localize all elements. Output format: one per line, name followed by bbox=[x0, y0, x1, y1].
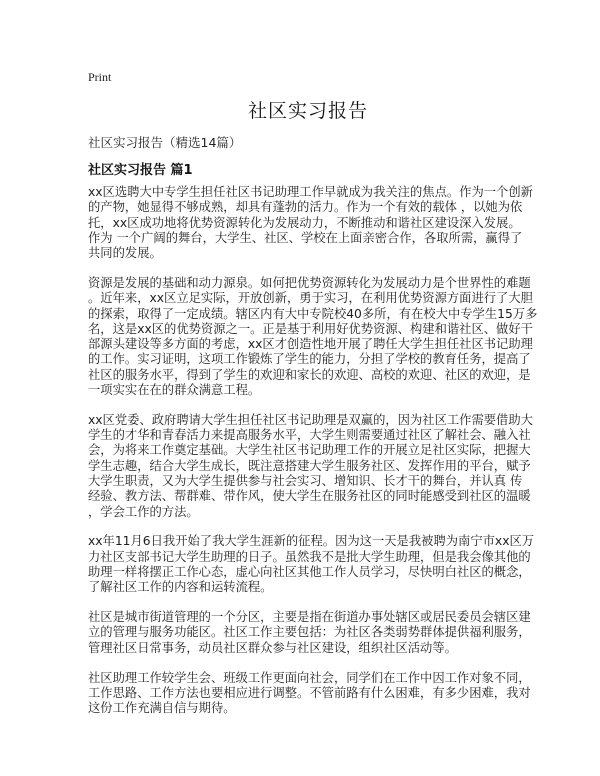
text-line: 部源头建设等多方面的考虑，xx区才创造性地开展了聘任大学生担任社区书记助理 bbox=[88, 337, 533, 352]
document-title: 社区实习报告 bbox=[247, 100, 368, 122]
text-line: 共同的发展。 bbox=[88, 246, 162, 261]
paragraph bbox=[88, 185, 548, 261]
text-line: 工作思路、工作方法也要相应进行调整。不管前路有什么困难，有多少困难，我对 bbox=[88, 685, 531, 700]
print-label: Print bbox=[88, 70, 112, 84]
text-line: xx区党委、政府聘请大学生担任社区书记助理是双赢的，因为社区工作需要借助大 bbox=[88, 412, 533, 427]
text-line: 的探索，取得了一定成绩。辖区内有大中专院校40多所，有在校大中专学生15万多 bbox=[88, 306, 538, 321]
text-line: 一项实实在在的群众满意工程。 bbox=[88, 383, 261, 398]
paragraph bbox=[88, 276, 548, 398]
paragraph bbox=[88, 671, 548, 717]
text-line: 管理社区日常事务，动员社区群众参与社区建设，组织社区活动等。 bbox=[88, 640, 457, 655]
text-line: 大学生职责，又为大学生提供参与社会实习、增知识、长才干的舞台，并认真 传 bbox=[88, 474, 523, 489]
text-line: 会，为将来工作奠定基础。大学生社区书记助理工作的开展立足社区实际，把握大 bbox=[88, 443, 531, 458]
text-line: ，学会工作的方法。 bbox=[88, 504, 199, 519]
text-line: 学生志趣，结合大学生成长，既注意搭建大学生服务社区、发挥作用的平台，赋予 bbox=[88, 458, 531, 473]
text-line: 社区是城市街道管理的一个分区，主要是指在街道办事处辖区或居民委员会辖区建 bbox=[88, 610, 531, 625]
text-line: 作为 一个广阔的舞台，大学生、社区、学校在上面亲密合作，各取所需，赢得了 bbox=[88, 230, 523, 245]
text-line: 学生的才华和青春活力来提高服务水平，大学生则需要通过社区了解社会、融入社 bbox=[88, 428, 531, 443]
paragraph bbox=[88, 610, 548, 656]
text-line: 了解社区工作的内容和运转流程。 bbox=[88, 580, 273, 595]
text-line: 。近年来，xx区立足实际，开放创新，勇于实习，在利用优势资源方面进行了大胆 bbox=[88, 291, 533, 306]
text-line: 助理一样将摆正工作心态，虚心向社区其他工作人员学习，尽快明白社区的概念， bbox=[88, 565, 531, 580]
document-subtitle: 社区实习报告（精选14篇） bbox=[88, 135, 242, 150]
text-line: 的工作。实习证明，这项工作锻炼了学生的能力，分担了学校的教育任务，提高了 bbox=[88, 352, 531, 367]
text-line: xx年11月6日我开始了我大学生涯新的征程。因为这一天是我被聘为南宁市xx区万 bbox=[88, 534, 535, 549]
paragraph bbox=[88, 413, 548, 520]
text-line: 经验、教方法、帮群难、带作风，使大学生在服务社区的同时能感受到社区的温暖 bbox=[88, 489, 531, 504]
section-heading: 社区实习报告 篇1 bbox=[88, 163, 193, 178]
text-line: xx区选聘大中专学生担任社区书记助理工作早就成为我关注的焦点。作为一个创新 bbox=[88, 185, 533, 199]
text-line: 社区的服务水平，得到了学生的欢迎和家长的欢迎、高校的欢迎、社区的欢迎，是 bbox=[88, 367, 531, 382]
text-line: 立的管理与服务功能区。社区工作主要包括：为社区各类弱势群体提供福利服务， bbox=[88, 625, 531, 640]
text-line: 社区助理工作较学生会、班级工作更面向社会，同学们在工作中因工作对象不同， bbox=[88, 670, 531, 685]
text-line: 资源是发展的基础和动力源泉。如何把优势资源转化为发展动力是个世界性的难题 bbox=[88, 275, 531, 290]
text-line: 这份工作充满自信与期待。 bbox=[88, 701, 236, 716]
text-line: 力社区支部书记大学生助理的日子。虽然我不是批大学生助理，但是我会像其他的 bbox=[88, 549, 531, 564]
paragraph bbox=[88, 534, 548, 595]
text-line: 名，这是xx区的优势资源之一。正是基于利用好优势资源、构建和谐社区、做好干 bbox=[88, 321, 533, 336]
body-paragraphs bbox=[88, 185, 548, 731]
text-line: 的产物，她显得不够成熟，却具有蓬勃的活力。作为一个有效的载体 ，以她为依 bbox=[88, 200, 523, 215]
text-line: 托，xx区成功地将优势资源转化为发展动力，不断推动和谐社区建设深入发展。 bbox=[88, 215, 521, 230]
